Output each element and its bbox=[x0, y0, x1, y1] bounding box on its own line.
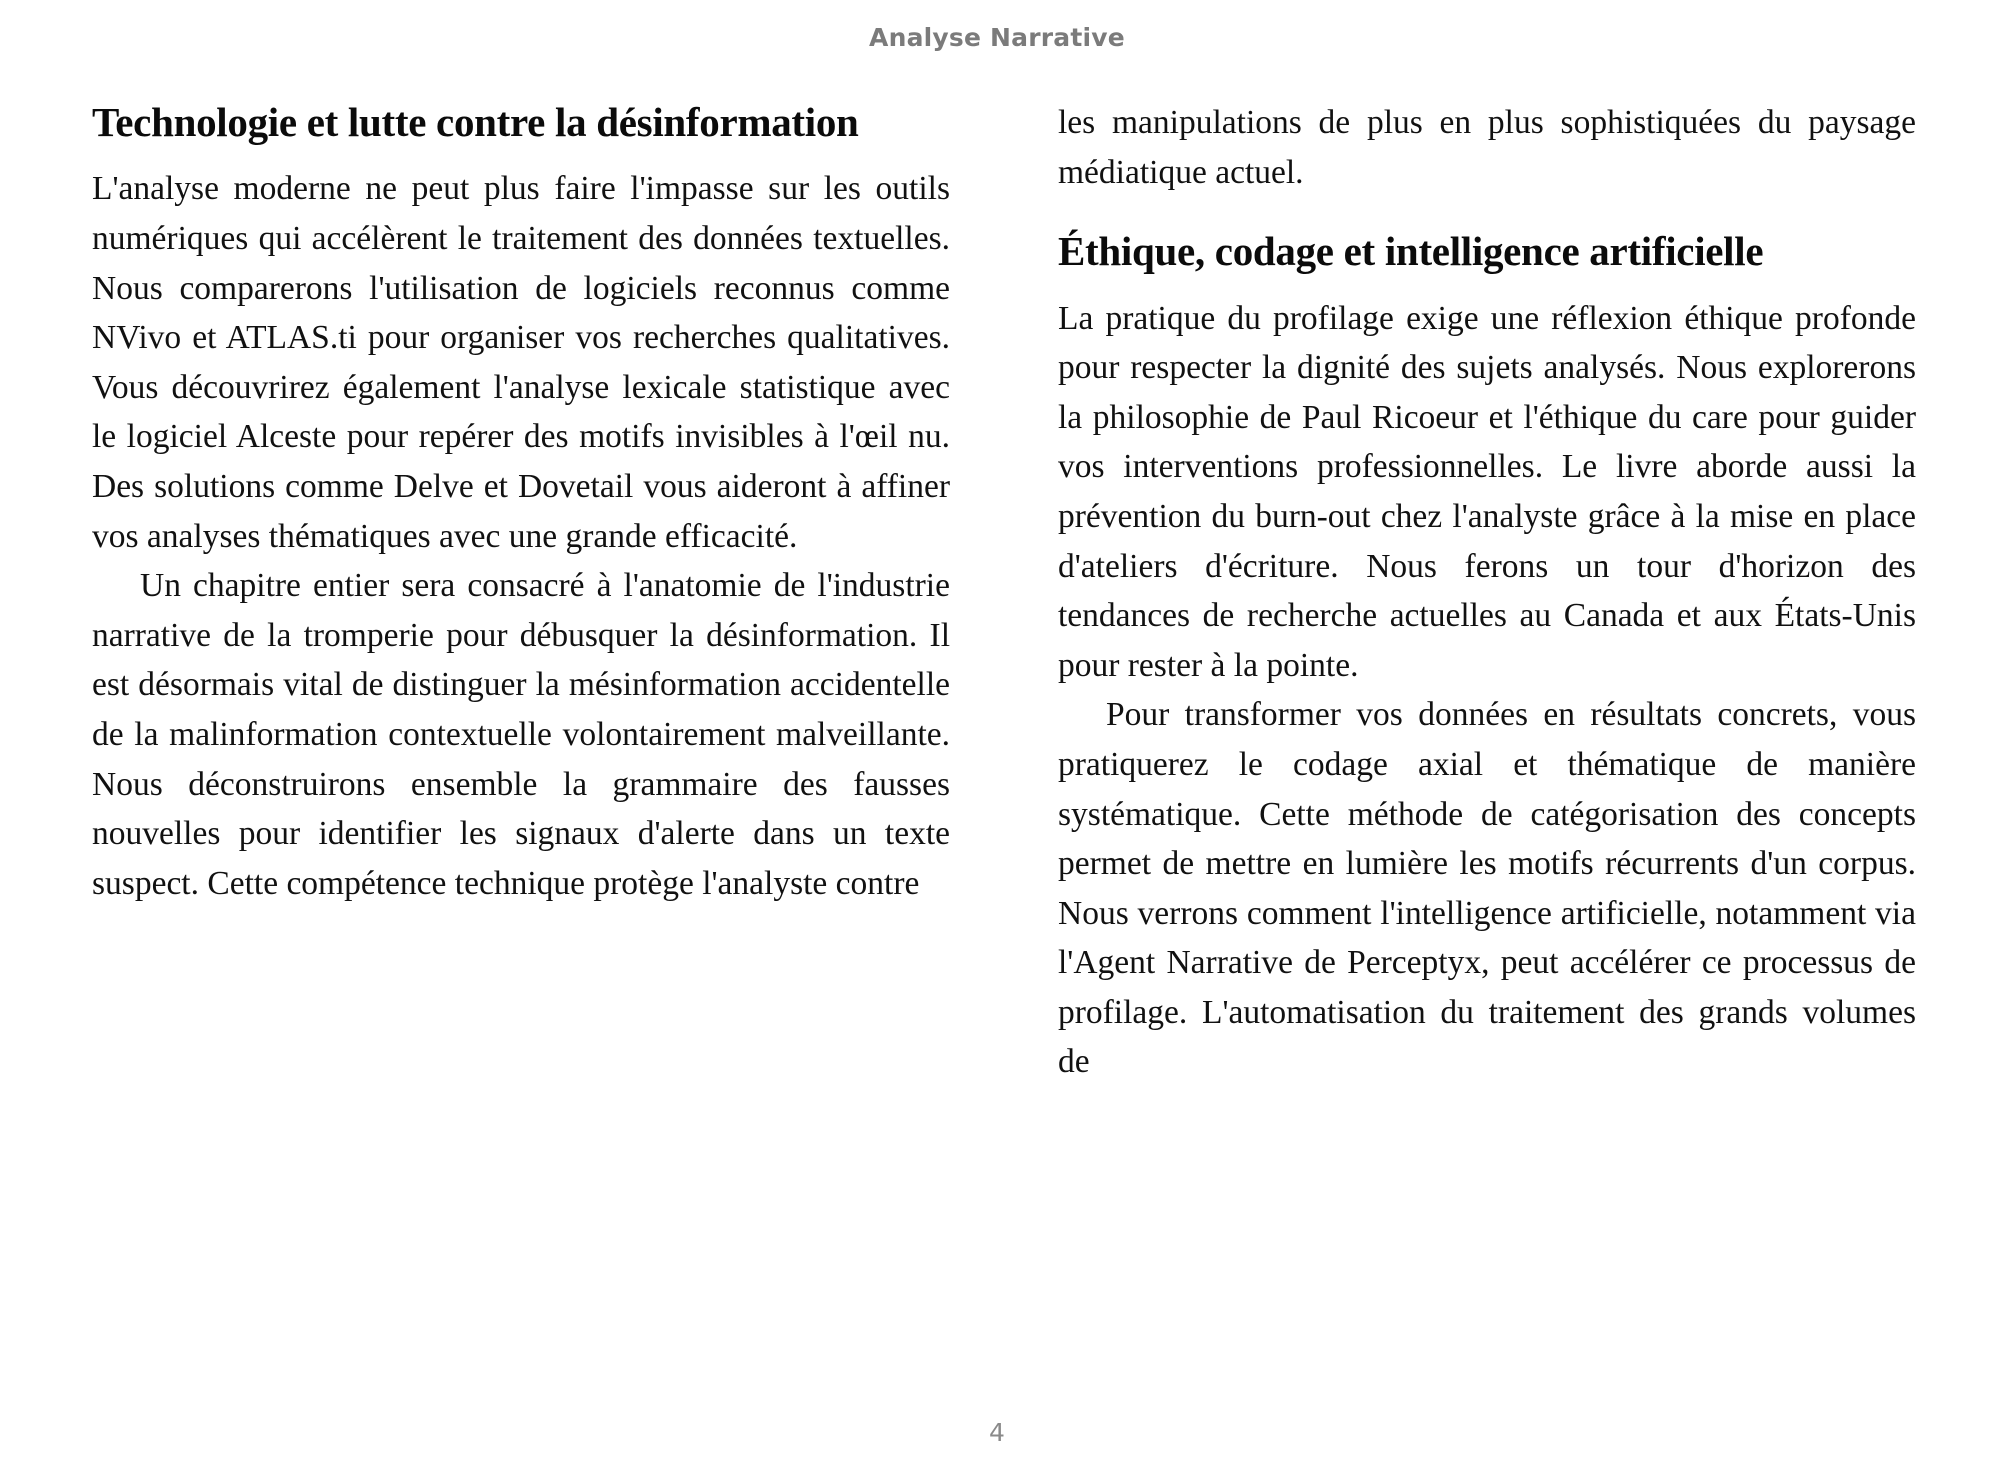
section-heading-ethique: Éthique, codage et intelligence artificielle bbox=[1058, 228, 1764, 275]
paragraph-left-1: L'analyse moderne ne peut plus faire l'impasse sur les outils numériques qui accélèrent le traitement des données textuelles. Nous comparerons l'utilisation de logiciels reconnus comme NVivo et ATLAS.ti pour organiser vos recherches qualitatives. Vous découvrirez également l'analyse lexicale statistique avec le logiciel Alceste pour repérer des motifs invisibles à l'œil nu. Des solutions comme Delve et Dovetail vous aideront à affiner vos analyses thématiques avec une grande efficacité. bbox=[92, 170, 950, 555]
paragraph-right-continuation: les manipulations de plus en plus sophistiquées du paysage médiatique actuel. bbox=[1058, 104, 1916, 191]
column-right bbox=[1058, 98, 1916, 1384]
page-footer bbox=[0, 1384, 1994, 1480]
paragraph-right-1: La pratique du profilage exige une réflexion éthique profonde pour respecter la dignité des sujets analysés. Nous explorerons la philosophie de Paul Ricoeur et l'éthique du care pour guider vos interventions professionnelles. Le livre aborde aussi la prévention du burn-out chez l'analyste grâce à la mise en place d'ateliers d'écriture. Nous ferons un tour d'horizon des tendances de recherche actuelles au Canada et aux États-Unis pour rester à la pointe. bbox=[1058, 299, 1916, 684]
running-header-title: Analyse Narrative bbox=[869, 22, 1125, 52]
section-heading-technologie: Technologie et lutte contre la désinformation bbox=[92, 99, 859, 145]
column-left bbox=[92, 98, 950, 1384]
running-header bbox=[0, 0, 1994, 74]
paragraph-right-2: Pour transformer vos données en résultats concrets, vous pratiquerez le codage axial et thématique de manière systématique. Cette méthode de catégorisation des concepts permet de mettre en lumière les motifs récurrents d'un corpus. Nous verrons comment l'intelligence artificielle, notamment via l'Agent Narrative de Perceptyx, peut accélérer ce processus de profilage. L'automatisation du traitement des grands volumes de bbox=[1058, 696, 1916, 1081]
page-number: 4 bbox=[989, 1417, 1005, 1447]
two-column-body bbox=[0, 74, 1994, 1384]
paragraph-left-2: Un chapitre entier sera consacré à l'anatomie de l'industrie narrative de la tromperie pour débusquer la désinformation. Il est désormais vital de distinguer la mésinformation accidentelle de la malinformation contextuelle volontairement malveillante. Nous déconstruirons ensemble la grammaire des fausses nouvelles pour identifier les signaux d'alerte dans un texte suspect. Cette compétence technique protège l'analyste contre bbox=[92, 567, 950, 902]
